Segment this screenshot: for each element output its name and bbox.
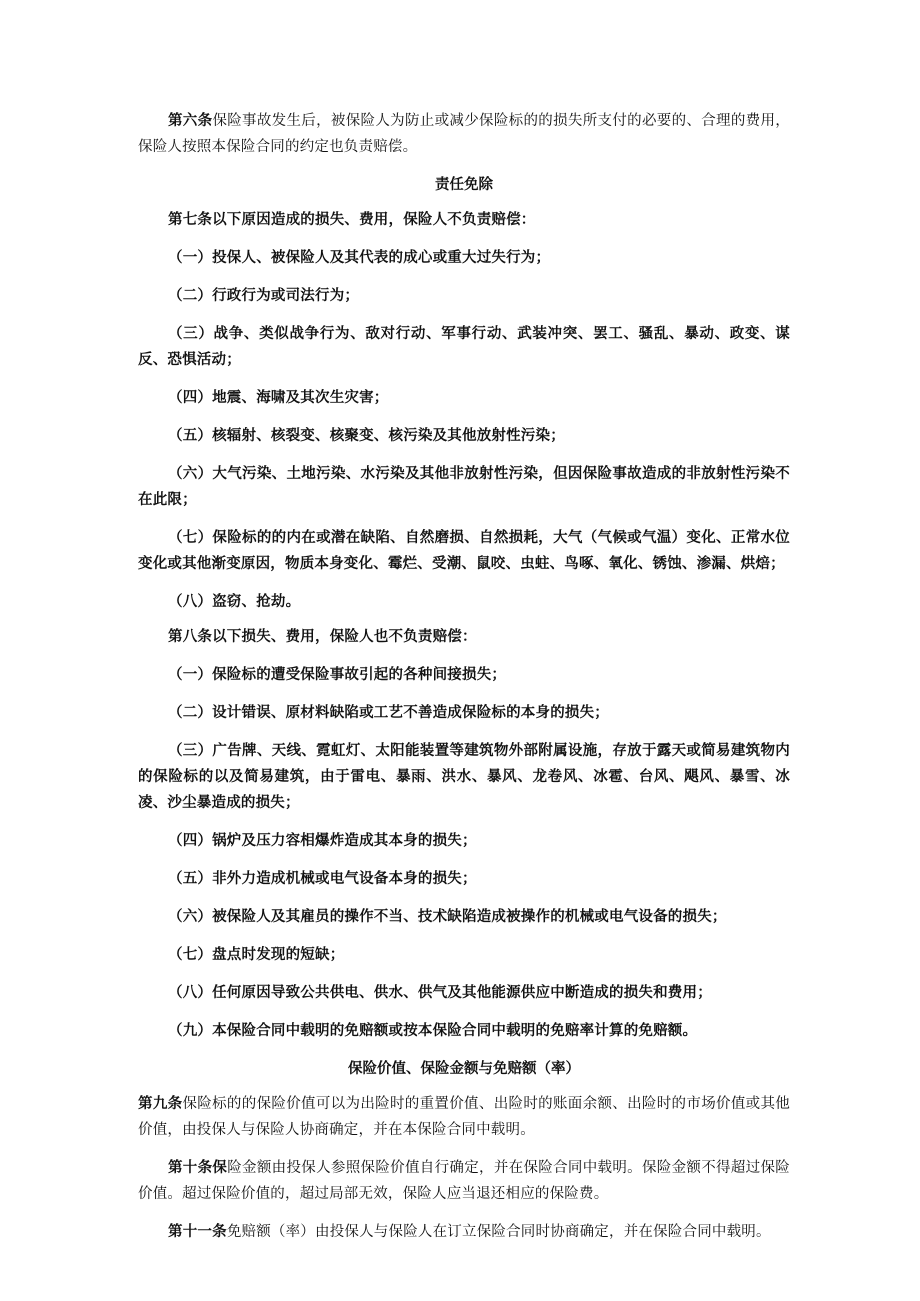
section-heading-value: 保险价值、保险金额与免赔额（率） bbox=[348, 1060, 580, 1077]
article-8-item-6: （六）被保险人及其雇员的操作不当、技术缺陷造成被操作的机械或电气设备的损失； bbox=[168, 908, 727, 925]
article-7-item-8: （八）盗窃、抢劫。 bbox=[168, 593, 301, 610]
article-8-item-9: （九）本保险合同中载明的免赔额或按本保险合同中载明的免赔率计算的免赔额。 bbox=[168, 1022, 698, 1039]
article-7-item-5: （五）核辐射、核裂变、核聚变、核污染及其他放射性污染； bbox=[168, 427, 565, 444]
article-10-label: 第十条保 bbox=[168, 1159, 228, 1176]
article-7-item-4: （四）地震、海啸及其次生灾害； bbox=[168, 389, 389, 406]
article-11-text: 免赔额（率）由投保人与保险人在订立保险合同时协商确定，并在保险合同中载明。 bbox=[226, 1224, 771, 1240]
article-8-item-1: （一）保险标的遭受保险事故引起的各种间接损失； bbox=[168, 666, 507, 683]
article-10 bbox=[138, 1155, 790, 1207]
document-page bbox=[138, 108, 790, 1245]
article-10-text: 险金额由投保人参照保险价值自行确定，并在保险合同中载明。保险金额不得超过保险价值。超过保险价值的，超过局部无效，保险人应当退还相应的保险费。 bbox=[138, 1160, 790, 1202]
article-7-item-1: （一）投保人、被保险人及其代表的成心或重大过失行为； bbox=[168, 249, 551, 266]
article-7-item-7: （七）保险标的的内在或潜在缺陷、自然磨损、自然损耗，大气（气候或气温）变化、正常水位变化或其他渐变原因，物质本身变化、霉烂、受潮、鼠咬、虫蛀、鸟啄、氧化、锈蚀、渗漏、烘焙； bbox=[138, 529, 790, 572]
article-11-label: 第十一条 bbox=[168, 1223, 227, 1240]
article-7-item-2: （二）行政行为或司法行为； bbox=[168, 287, 360, 304]
section-heading-exclusions: 责任免除 bbox=[435, 176, 493, 193]
article-11 bbox=[138, 1219, 790, 1245]
article-8-intro: 第八条以下损失、费用，保险人也不负责赔偿： bbox=[168, 628, 477, 645]
article-6-label: 第六条 bbox=[168, 112, 213, 129]
article-9 bbox=[138, 1091, 790, 1143]
article-8-item-7: （七）盘点时发现的短缺； bbox=[168, 946, 345, 963]
article-8-item-2: （二）设计错误、原材料缺陷或工艺不善造成保险标的本身的损失； bbox=[168, 704, 609, 721]
article-8-item-8: （八）任何原因导致公共供电、供水、供气及其他能源供应中断造成的损失和费用； bbox=[168, 984, 712, 1001]
article-6 bbox=[138, 108, 790, 160]
article-7-intro: 第七条以下原因造成的损失、费用，保险人不负责赔偿： bbox=[168, 211, 536, 228]
article-8-item-4: （四）锅炉及压力容相爆炸造成其本身的损失； bbox=[168, 832, 477, 849]
article-8-item-3: （三）广告牌、天线、霓虹灯、太阳能装置等建筑物外部附属设施，存放于露天或简易建筑物内的保险标的以及简易建筑，由于雷电、暴雨、洪水、暴风、龙卷风、冰雹、台风、飓风、暴雪、冰凌、沙尘暴造成的损失； bbox=[138, 742, 790, 811]
article-8-item-5: （五）非外力造成机械或电气设备本身的损失； bbox=[168, 870, 477, 887]
article-7-item-6: （六）大气污染、土地污染、水污染及其他非放射性污染，但因保险事故造成的非放射性污染不在此限； bbox=[138, 465, 790, 508]
article-9-text: 保险标的的保险价值可以为出险时的重置价值、出险时的账面余额、出险时的市场价值或其他价值，由投保人与保险人协商确定，并在本保险合同中载明。 bbox=[138, 1096, 790, 1138]
article-9-label: 第九条 bbox=[138, 1095, 183, 1112]
article-6-text: 保险事故发生后，被保险人为防止或减少保险标的的损失所支付的必要的、合理的费用，保险人按照本保险合同的约定也负责赔偿。 bbox=[138, 113, 790, 155]
article-7-item-3: （三）战争、类似战争行为、敌对行动、军事行动、武装冲突、罢工、骚乱、暴动、政变、谋反、恐惧活动； bbox=[138, 325, 790, 368]
